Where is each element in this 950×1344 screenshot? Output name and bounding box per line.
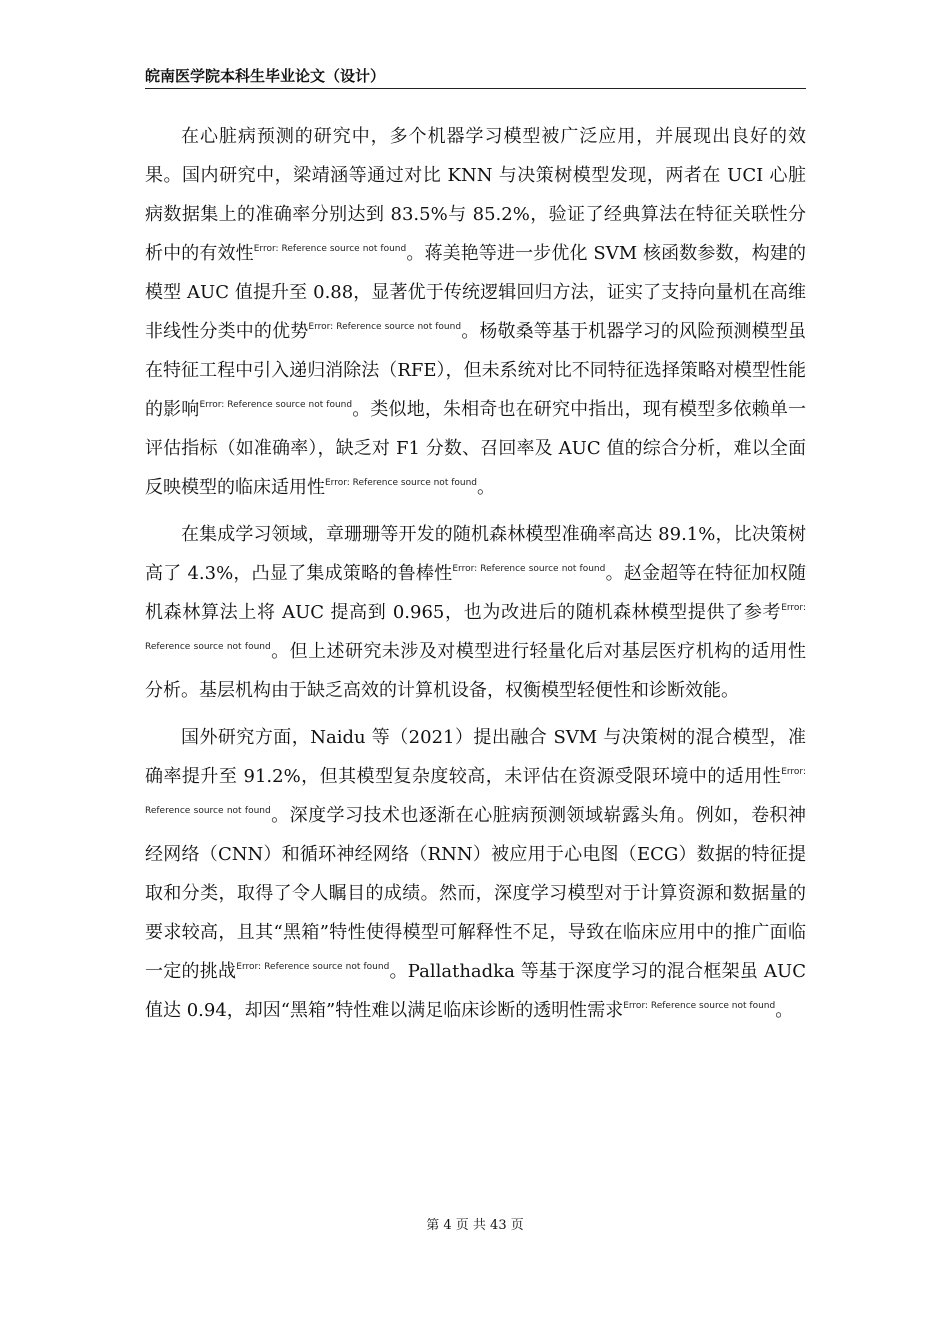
citation-error-reference: Error: Reference source not found xyxy=(623,1000,776,1011)
paragraph-text: 。深度学习技术也逐渐在心脏病预测领域崭露头角。例如，卷积神经网络（CNN）和循环神经网络（RNN）被应用于心电图（ECG）数据的特征提取和分类，取得了令人瞩目的成绩。然而，深度学习模型对于计算资源和数据量的要求较高，且其“黑箱”特性使得模型可解释性不足，导致在临床应用中的推广面临一定的挑战 xyxy=(145,805,806,982)
paragraph-ensemble-learning xyxy=(145,515,806,710)
document-body xyxy=(145,117,806,1030)
paragraph-text: 国外研究方面，Naidu 等（2021）提出融合 SVM 与决策树的混合模型，准确率提升至 91.2%，但其模型复杂度较高，未评估在资源受限环境中的适用性 xyxy=(145,727,806,787)
paragraph-text: 。类似地，朱相奇也在研究中指出，现有模型多依赖单一评估指标（如准确率），缺乏对 F1 分数、召回率及 AUC 值的综合分析，难以全面反映模型的临床适用性 xyxy=(145,399,806,498)
paragraph-text: 在集成学习领域，章珊珊等开发的随机森林模型准确率高达 89.1%，比决策树高了 4.3%，凸显了集成策略的鲁棒性 xyxy=(145,524,806,584)
citation-error-reference: Error: Reference source not found xyxy=(145,602,806,652)
citation-error-reference: Error: Reference source not found xyxy=(253,243,407,254)
citation-error-reference: Error: Reference source not found xyxy=(145,766,806,816)
page-header-title: 皖南医学院本科生毕业论文（设计） xyxy=(145,67,386,85)
paragraph-text: 。蒋美艳等进一步优化 SVM 核函数参数，构建的模型 AUC 值提升至 0.88，显著优于传统逻辑回归方法，证实了支持向量机在高维非线性分类中的优势 xyxy=(145,243,807,342)
citation-error-reference: Error: Reference source not found xyxy=(308,321,462,332)
paragraph-text: 。 xyxy=(775,1000,794,1021)
paragraph-text: 。 xyxy=(477,477,495,498)
citation-error-reference: Error: Reference source not found xyxy=(325,477,477,488)
citation-error-reference: Error: Reference source not found xyxy=(199,399,353,410)
paragraph-domestic-ml xyxy=(145,117,806,507)
citation-error-reference: Error: Reference source not found xyxy=(452,563,606,574)
paragraph-text: 。但上述研究未涉及对模型进行轻量化后对基层医疗机构的适用性分析。基层机构由于缺乏高效的计算机设备，权衡模型轻便性和诊断效能。 xyxy=(145,641,806,701)
citation-error-reference: Error: Reference source not found xyxy=(236,961,390,972)
paragraph-foreign-research xyxy=(145,718,806,1030)
page-footer-number: 第 4 页 共 43 页 xyxy=(426,1218,524,1233)
paragraph-text: 。赵金超等在特征加权随机森林算法上将 AUC 提高到 0.965，也为改进后的随机森林模型提供了参考 xyxy=(145,563,807,623)
paragraph-text: 。杨敬桑等基于机器学习的风险预测模型虽在特征工程中引入递归消除法（RFE），但未系统对比不同特征选择策略对模型性能的影响 xyxy=(145,321,806,420)
paragraph-text: 在心脏病预测的研究中，多个机器学习模型被广泛应用，并展现出良好的效果。国内研究中，梁靖涵等通过对比 KNN 与决策树模型发现，两者在 UCI 心脏病数据集上的准确率分别达到 83.5%与 85.2%，验证了经典算法在特征关联性分析中的有效性 xyxy=(145,126,806,264)
paragraph-text: 。Pallathadka 等基于深度学习的混合框架虽 AUC 值达 0.94，却因“黑箱”特性难以满足临床诊断的透明性需求 xyxy=(145,961,806,1021)
header-divider xyxy=(145,88,806,89)
